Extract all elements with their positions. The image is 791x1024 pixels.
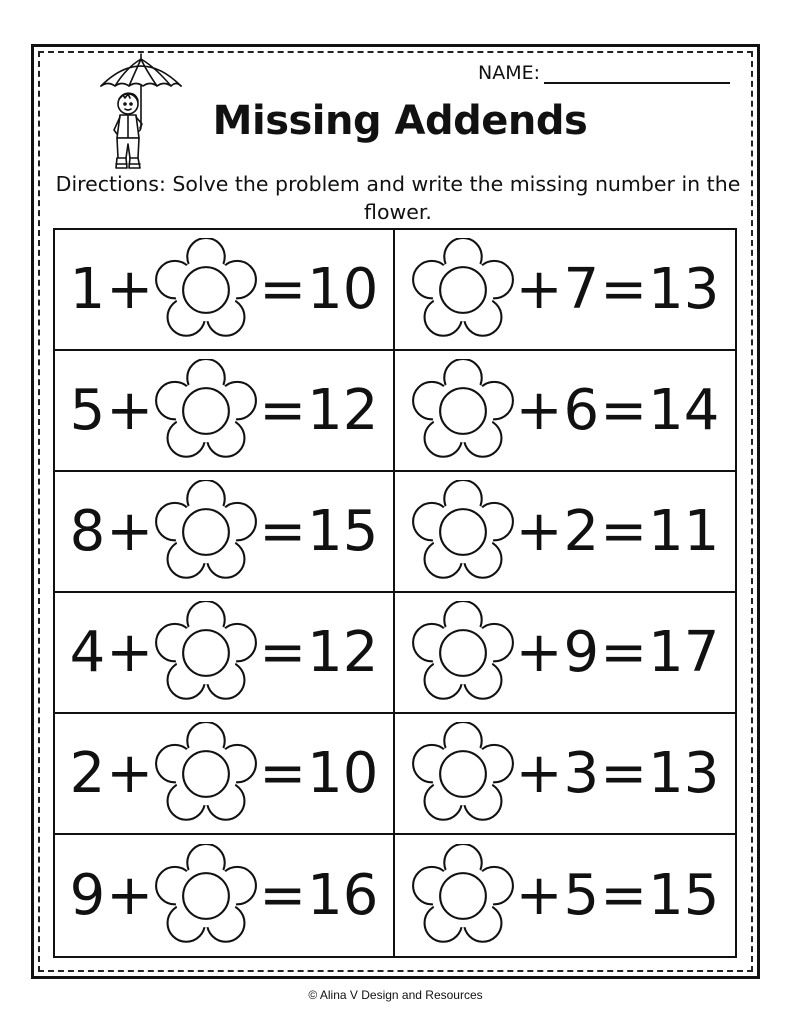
plus-sign: +: [106, 619, 154, 685]
equals-sign: =: [259, 377, 307, 443]
problem-cell: [55, 714, 395, 835]
sum-value: 10: [307, 740, 379, 806]
sum-value: 13: [648, 256, 720, 322]
known-addend: 2: [563, 498, 600, 564]
equals-sign: =: [259, 740, 307, 806]
plus-sign: +: [515, 377, 563, 443]
equals-sign: =: [259, 862, 307, 928]
child-with-umbrella-icon: [96, 52, 186, 174]
equals-sign: =: [259, 498, 307, 564]
equals-sign: =: [259, 256, 307, 322]
problem-cell: [395, 714, 735, 835]
flower-icon[interactable]: [411, 238, 515, 342]
problem-cell: [55, 230, 395, 351]
equals-sign: =: [600, 498, 648, 564]
known-addend: 4: [69, 619, 106, 685]
flower-icon[interactable]: [154, 844, 258, 948]
known-addend: 8: [69, 498, 106, 564]
plus-sign: +: [106, 862, 154, 928]
flower-icon[interactable]: [411, 480, 515, 584]
known-addend: 5: [563, 862, 600, 928]
known-addend: 7: [563, 256, 600, 322]
sum-value: 12: [307, 619, 379, 685]
name-label: NAME:: [478, 62, 541, 84]
plus-sign: +: [106, 256, 154, 322]
sum-value: 15: [307, 498, 379, 564]
sum-value: 14: [648, 377, 720, 443]
problem-grid: [53, 228, 737, 958]
plus-sign: +: [106, 740, 154, 806]
equals-sign: =: [600, 862, 648, 928]
known-addend: 2: [69, 740, 106, 806]
sum-value: 10: [307, 256, 379, 322]
name-blank-line[interactable]: [544, 62, 730, 84]
equals-sign: =: [600, 256, 648, 322]
sum-value: 12: [307, 377, 379, 443]
sum-value: 13: [648, 740, 720, 806]
known-addend: 6: [563, 377, 600, 443]
plus-sign: +: [515, 498, 563, 564]
known-addend: 5: [69, 377, 106, 443]
plus-sign: +: [106, 377, 154, 443]
plus-sign: +: [515, 619, 563, 685]
plus-sign: +: [515, 256, 563, 322]
plus-sign: +: [515, 740, 563, 806]
problem-cell: [55, 472, 395, 593]
flower-icon[interactable]: [411, 601, 515, 705]
problem-cell: [395, 230, 735, 351]
problem-cell: [395, 472, 735, 593]
flower-icon[interactable]: [154, 238, 258, 342]
problem-cell: [395, 351, 735, 472]
equals-sign: =: [600, 740, 648, 806]
equals-sign: =: [600, 377, 648, 443]
flower-icon[interactable]: [411, 359, 515, 463]
equals-sign: =: [259, 619, 307, 685]
known-addend: 9: [69, 862, 106, 928]
known-addend: 9: [563, 619, 600, 685]
known-addend: 3: [563, 740, 600, 806]
equals-sign: =: [600, 619, 648, 685]
sum-value: 17: [648, 619, 720, 685]
problem-cell: [55, 835, 395, 956]
flower-icon[interactable]: [154, 601, 258, 705]
sum-value: 16: [307, 862, 379, 928]
copyright-footer: © Alina V Design and Resources: [308, 988, 483, 1002]
flower-icon[interactable]: [154, 359, 258, 463]
problem-cell: [395, 835, 735, 956]
flower-icon[interactable]: [411, 722, 515, 826]
problem-cell: [55, 351, 395, 472]
problem-cell: [395, 593, 735, 714]
name-field[interactable]: [478, 62, 730, 84]
sum-value: 15: [648, 862, 720, 928]
directions-text: Directions: Solve the problem and write the missing number in the flower.: [55, 172, 741, 224]
page-title: Missing Addends: [212, 98, 588, 144]
flower-icon[interactable]: [154, 722, 258, 826]
flower-icon[interactable]: [411, 844, 515, 948]
plus-sign: +: [106, 498, 154, 564]
flower-icon[interactable]: [154, 480, 258, 584]
plus-sign: +: [515, 862, 563, 928]
problem-cell: [55, 593, 395, 714]
sum-value: 11: [648, 498, 720, 564]
known-addend: 1: [69, 256, 106, 322]
